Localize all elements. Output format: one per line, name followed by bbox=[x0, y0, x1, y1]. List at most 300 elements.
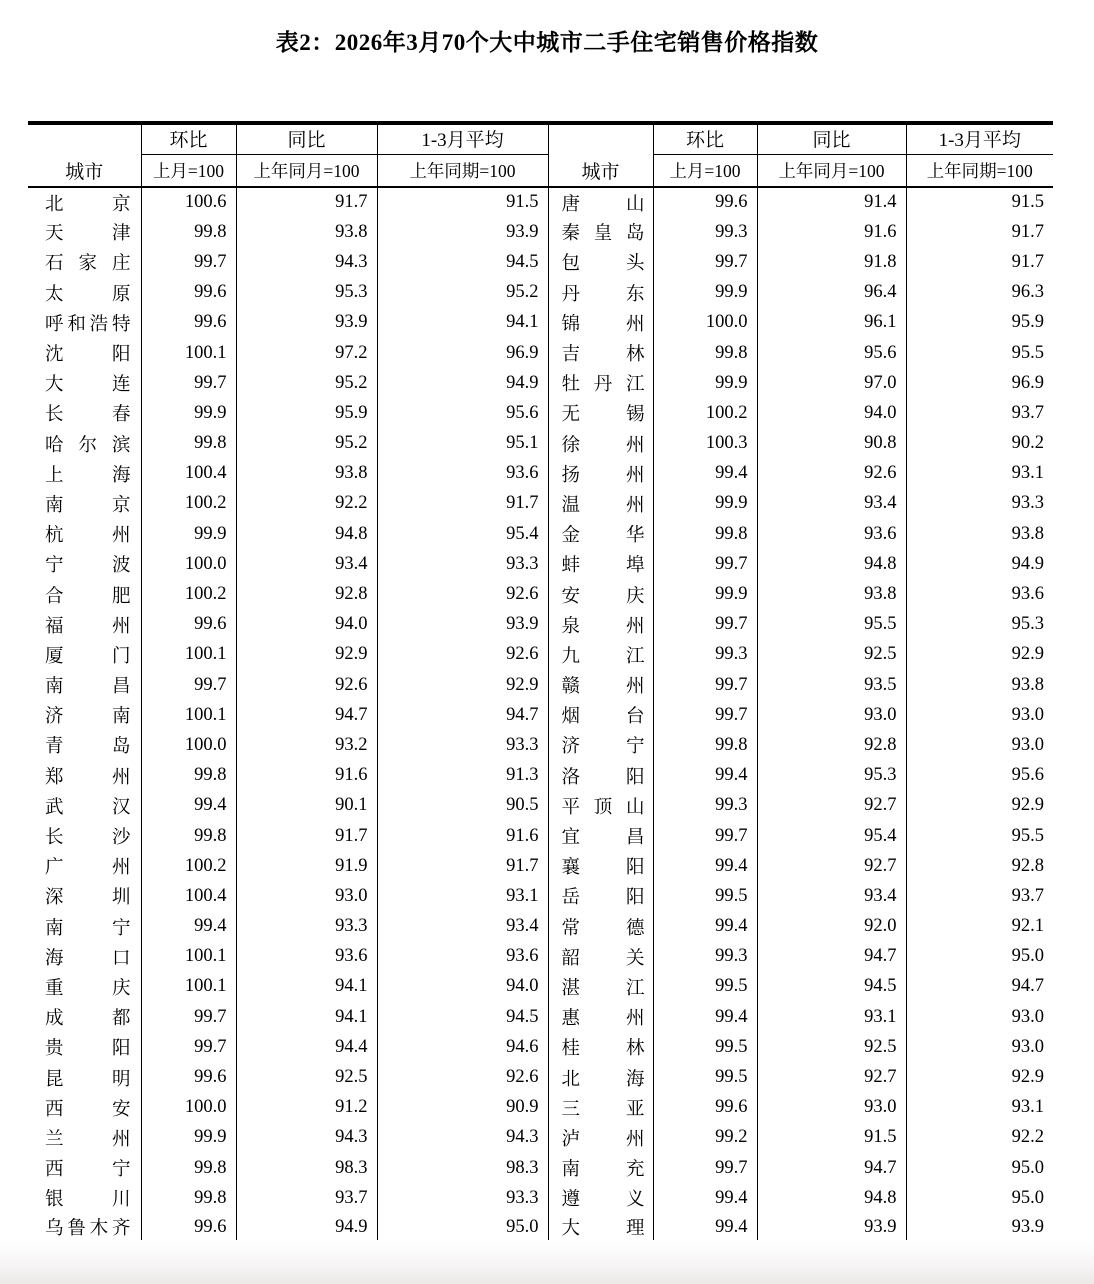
yoy-index: 93.7 bbox=[236, 1183, 377, 1213]
mom-index: 99.9 bbox=[653, 489, 757, 519]
mom-index: 99.8 bbox=[141, 1153, 236, 1183]
table-row bbox=[28, 187, 1053, 217]
city-name: 石 家 庄 bbox=[45, 254, 131, 275]
city-name: 平 顶 山 bbox=[548, 791, 653, 821]
city-name: 九 江 bbox=[548, 640, 653, 670]
table-row bbox=[28, 700, 1053, 730]
yoy-index: 95.2 bbox=[236, 368, 377, 398]
avg-index: 93.9 bbox=[906, 1213, 1053, 1243]
table-row bbox=[28, 579, 1053, 609]
avg-index: 95.3 bbox=[906, 610, 1053, 640]
avg-index: 91.3 bbox=[377, 761, 548, 791]
city-name: 丹 东 bbox=[548, 278, 653, 308]
city-name: 杭 州 bbox=[45, 526, 131, 547]
yoy-index: 92.7 bbox=[757, 791, 906, 821]
city-name: 沈 阳 bbox=[45, 345, 131, 366]
yoy-index: 93.8 bbox=[236, 459, 377, 489]
avg-index: 93.6 bbox=[906, 579, 1053, 609]
yoy-index: 94.0 bbox=[757, 398, 906, 428]
city-name: 广 州 bbox=[45, 858, 131, 879]
mom-index: 99.6 bbox=[141, 1213, 236, 1243]
header-row-base bbox=[28, 155, 1053, 188]
mom-index: 99.3 bbox=[653, 217, 757, 247]
mom-index: 99.8 bbox=[653, 338, 757, 368]
page-bottom-shade bbox=[0, 1240, 1094, 1284]
avg-index: 93.4 bbox=[377, 912, 548, 942]
mom-index: 99.3 bbox=[653, 791, 757, 821]
city-name: 福 州 bbox=[45, 616, 131, 637]
table-row bbox=[28, 278, 1053, 308]
city-name: 银 川 bbox=[45, 1190, 131, 1211]
table-row bbox=[28, 791, 1053, 821]
table-row bbox=[28, 972, 1053, 1002]
yoy-index: 94.9 bbox=[236, 1213, 377, 1243]
table-row bbox=[28, 730, 1053, 760]
avg-index: 94.3 bbox=[377, 1123, 548, 1153]
avg-index: 95.0 bbox=[906, 1183, 1053, 1213]
mom-index: 100.1 bbox=[141, 942, 236, 972]
avg-index: 91.7 bbox=[377, 489, 548, 519]
yoy-index: 94.0 bbox=[236, 610, 377, 640]
mom-index: 99.8 bbox=[141, 761, 236, 791]
yoy-index: 92.5 bbox=[236, 1062, 377, 1092]
avg-index: 93.7 bbox=[906, 398, 1053, 428]
city-name: 岳 阳 bbox=[548, 881, 653, 911]
city-name: 安 庆 bbox=[548, 579, 653, 609]
yoy-index: 94.1 bbox=[236, 1002, 377, 1032]
yoy-index: 94.3 bbox=[236, 1123, 377, 1153]
yoy-index: 93.4 bbox=[757, 881, 906, 911]
avg-index: 95.4 bbox=[377, 519, 548, 549]
yoy-index: 91.6 bbox=[757, 217, 906, 247]
city-name: 南 昌 bbox=[45, 677, 131, 698]
yoy-index: 92.5 bbox=[757, 640, 906, 670]
yoy-index: 90.1 bbox=[236, 791, 377, 821]
mom-index: 100.2 bbox=[141, 851, 236, 881]
table-row bbox=[28, 1002, 1053, 1032]
mom-index: 99.8 bbox=[653, 730, 757, 760]
city-name: 海 口 bbox=[45, 948, 131, 969]
table-row bbox=[28, 851, 1053, 881]
mom-index: 99.5 bbox=[653, 1062, 757, 1092]
mom-index: 99.6 bbox=[653, 187, 757, 217]
avg-index: 92.6 bbox=[377, 579, 548, 609]
table-row bbox=[28, 338, 1053, 368]
yoy-index: 91.9 bbox=[236, 851, 377, 881]
avg-index: 95.5 bbox=[906, 338, 1053, 368]
yoy-index: 93.1 bbox=[757, 1002, 906, 1032]
avg-index: 91.5 bbox=[906, 187, 1053, 217]
yoy-index: 91.5 bbox=[757, 1123, 906, 1153]
mom-index: 99.7 bbox=[141, 1002, 236, 1032]
yoy-index: 93.8 bbox=[757, 579, 906, 609]
avg-index: 91.6 bbox=[377, 821, 548, 851]
city-name: 宁 波 bbox=[45, 556, 131, 577]
yoy-index: 92.8 bbox=[236, 579, 377, 609]
header-avg-left: 1-3月平均 bbox=[377, 123, 548, 155]
yoy-index: 92.6 bbox=[757, 459, 906, 489]
table-row bbox=[28, 429, 1053, 459]
mom-index: 100.2 bbox=[141, 489, 236, 519]
city-name: 合 肥 bbox=[45, 586, 131, 607]
avg-index: 93.9 bbox=[377, 217, 548, 247]
table-row bbox=[28, 368, 1053, 398]
mom-index: 99.7 bbox=[653, 610, 757, 640]
avg-index: 93.3 bbox=[377, 549, 548, 579]
yoy-index: 93.0 bbox=[757, 700, 906, 730]
city-name: 金 华 bbox=[548, 519, 653, 549]
city-name: 温 州 bbox=[548, 489, 653, 519]
yoy-index: 92.5 bbox=[757, 1032, 906, 1062]
city-name: 遵 义 bbox=[548, 1183, 653, 1213]
mom-index: 100.1 bbox=[141, 338, 236, 368]
avg-index: 98.3 bbox=[377, 1153, 548, 1183]
mom-index: 100.2 bbox=[141, 579, 236, 609]
mom-index: 100.0 bbox=[141, 730, 236, 760]
header-row-main bbox=[28, 123, 1053, 155]
yoy-index: 93.8 bbox=[236, 217, 377, 247]
city-name: 北 海 bbox=[548, 1062, 653, 1092]
mom-index: 99.4 bbox=[141, 791, 236, 821]
yoy-index: 92.2 bbox=[236, 489, 377, 519]
city-name: 包 头 bbox=[548, 247, 653, 277]
city-name: 洛 阳 bbox=[548, 761, 653, 791]
yoy-index: 94.4 bbox=[236, 1032, 377, 1062]
header-yoy-base-left: 上年同月=100 bbox=[236, 155, 377, 188]
city-name: 上 海 bbox=[45, 465, 131, 486]
mom-index: 99.4 bbox=[653, 761, 757, 791]
header-city-right: 城市 bbox=[548, 123, 653, 187]
table-row bbox=[28, 519, 1053, 549]
avg-index: 93.3 bbox=[377, 730, 548, 760]
table-row bbox=[28, 942, 1053, 972]
yoy-index: 93.4 bbox=[757, 489, 906, 519]
city-name: 长 春 bbox=[45, 405, 131, 426]
city-name: 宜 昌 bbox=[548, 821, 653, 851]
mom-index: 99.4 bbox=[653, 1213, 757, 1243]
avg-index: 95.6 bbox=[377, 398, 548, 428]
yoy-index: 94.7 bbox=[236, 700, 377, 730]
mom-index: 99.3 bbox=[653, 942, 757, 972]
yoy-index: 95.2 bbox=[236, 429, 377, 459]
city-name: 南 京 bbox=[45, 495, 131, 516]
yoy-index: 94.3 bbox=[236, 247, 377, 277]
city-name: 赣 州 bbox=[548, 670, 653, 700]
yoy-index: 94.7 bbox=[757, 942, 906, 972]
yoy-index: 91.4 bbox=[757, 187, 906, 217]
mom-index: 99.9 bbox=[653, 579, 757, 609]
yoy-index: 91.7 bbox=[236, 821, 377, 851]
avg-index: 95.6 bbox=[906, 761, 1053, 791]
yoy-index: 97.2 bbox=[236, 338, 377, 368]
avg-index: 93.6 bbox=[377, 459, 548, 489]
city-name: 吉 林 bbox=[548, 338, 653, 368]
yoy-index: 92.0 bbox=[757, 912, 906, 942]
avg-index: 91.7 bbox=[906, 217, 1053, 247]
header-mom-right: 环比 bbox=[653, 123, 757, 155]
mom-index: 100.2 bbox=[653, 398, 757, 428]
yoy-index: 91.6 bbox=[236, 761, 377, 791]
city-name: 徐 州 bbox=[548, 429, 653, 459]
city-name: 扬 州 bbox=[548, 459, 653, 489]
city-name: 长 沙 bbox=[45, 828, 131, 849]
city-name: 厦 门 bbox=[45, 646, 131, 667]
yoy-index: 93.4 bbox=[236, 549, 377, 579]
yoy-index: 92.9 bbox=[236, 640, 377, 670]
mom-index: 99.4 bbox=[653, 459, 757, 489]
yoy-index: 93.9 bbox=[757, 1213, 906, 1243]
avg-index: 92.9 bbox=[906, 640, 1053, 670]
mom-index: 99.8 bbox=[141, 821, 236, 851]
mom-index: 99.4 bbox=[141, 912, 236, 942]
yoy-index: 95.6 bbox=[757, 338, 906, 368]
avg-index: 94.9 bbox=[377, 368, 548, 398]
mom-index: 99.7 bbox=[141, 368, 236, 398]
mom-index: 99.8 bbox=[141, 429, 236, 459]
yoy-index: 93.6 bbox=[757, 519, 906, 549]
city-name: 昆 明 bbox=[45, 1069, 131, 1090]
table-row bbox=[28, 761, 1053, 791]
avg-index: 92.2 bbox=[906, 1123, 1053, 1153]
mom-index: 99.7 bbox=[653, 670, 757, 700]
header-avg-right: 1-3月平均 bbox=[906, 123, 1053, 155]
avg-index: 94.0 bbox=[377, 972, 548, 1002]
yoy-index: 92.7 bbox=[757, 851, 906, 881]
mom-index: 100.4 bbox=[141, 459, 236, 489]
mom-index: 99.4 bbox=[653, 912, 757, 942]
city-name: 唐 山 bbox=[548, 187, 653, 217]
mom-index: 100.3 bbox=[653, 429, 757, 459]
avg-index: 93.0 bbox=[906, 1002, 1053, 1032]
avg-index: 94.1 bbox=[377, 308, 548, 338]
yoy-index: 95.3 bbox=[236, 278, 377, 308]
avg-index: 93.0 bbox=[906, 730, 1053, 760]
city-name: 天 津 bbox=[45, 224, 131, 245]
table-row bbox=[28, 489, 1053, 519]
yoy-index: 91.7 bbox=[236, 187, 377, 217]
avg-index: 94.6 bbox=[377, 1032, 548, 1062]
table-row bbox=[28, 821, 1053, 851]
mom-index: 100.0 bbox=[141, 549, 236, 579]
city-name: 乌 鲁 木 齐 bbox=[45, 1219, 131, 1240]
yoy-index: 98.3 bbox=[236, 1153, 377, 1183]
avg-index: 90.5 bbox=[377, 791, 548, 821]
avg-index: 92.6 bbox=[377, 640, 548, 670]
avg-index: 92.9 bbox=[906, 791, 1053, 821]
table-row bbox=[28, 670, 1053, 700]
table-row bbox=[28, 1062, 1053, 1092]
yoy-index: 95.3 bbox=[757, 761, 906, 791]
mom-index: 99.7 bbox=[653, 821, 757, 851]
avg-index: 93.3 bbox=[377, 1183, 548, 1213]
header-mom-left: 环比 bbox=[141, 123, 236, 155]
avg-index: 93.1 bbox=[906, 459, 1053, 489]
yoy-index: 94.1 bbox=[236, 972, 377, 1002]
avg-index: 93.8 bbox=[906, 519, 1053, 549]
yoy-index: 96.4 bbox=[757, 278, 906, 308]
yoy-index: 97.0 bbox=[757, 368, 906, 398]
mom-index: 100.6 bbox=[141, 187, 236, 217]
mom-index: 99.9 bbox=[653, 278, 757, 308]
avg-index: 95.1 bbox=[377, 429, 548, 459]
table-body bbox=[28, 187, 1053, 1244]
table-row bbox=[28, 610, 1053, 640]
mom-index: 99.8 bbox=[141, 217, 236, 247]
city-name: 惠 州 bbox=[548, 1002, 653, 1032]
avg-index: 93.7 bbox=[906, 881, 1053, 911]
avg-index: 95.9 bbox=[906, 308, 1053, 338]
yoy-index: 95.4 bbox=[757, 821, 906, 851]
city-name: 秦 皇 岛 bbox=[548, 217, 653, 247]
city-name: 青 岛 bbox=[45, 737, 131, 758]
city-name: 泉 州 bbox=[548, 610, 653, 640]
table-row bbox=[28, 549, 1053, 579]
table-row bbox=[28, 1183, 1053, 1213]
mom-index: 99.9 bbox=[141, 1123, 236, 1153]
yoy-index: 95.5 bbox=[757, 610, 906, 640]
mom-index: 100.1 bbox=[141, 640, 236, 670]
avg-index: 90.2 bbox=[906, 429, 1053, 459]
mom-index: 99.6 bbox=[653, 1093, 757, 1123]
city-name: 深 圳 bbox=[45, 888, 131, 909]
avg-index: 95.0 bbox=[906, 1153, 1053, 1183]
avg-index: 92.8 bbox=[906, 851, 1053, 881]
avg-index: 92.9 bbox=[906, 1062, 1053, 1092]
mom-index: 99.7 bbox=[653, 247, 757, 277]
city-name: 南 充 bbox=[548, 1153, 653, 1183]
city-name: 泸 州 bbox=[548, 1123, 653, 1153]
yoy-index: 92.7 bbox=[757, 1062, 906, 1092]
mom-index: 99.6 bbox=[141, 308, 236, 338]
mom-index: 100.0 bbox=[141, 1093, 236, 1123]
city-name: 三 亚 bbox=[548, 1093, 653, 1123]
avg-index: 95.5 bbox=[906, 821, 1053, 851]
mom-index: 99.4 bbox=[653, 1183, 757, 1213]
city-name: 武 汉 bbox=[45, 797, 131, 818]
city-name: 南 宁 bbox=[45, 918, 131, 939]
city-name: 郑 州 bbox=[45, 767, 131, 788]
header-yoy-right: 同比 bbox=[757, 123, 906, 155]
city-name: 北 京 bbox=[45, 194, 131, 215]
yoy-index: 93.0 bbox=[236, 881, 377, 911]
mom-index: 99.3 bbox=[653, 640, 757, 670]
avg-index: 93.8 bbox=[906, 670, 1053, 700]
header-city-left: 城市 bbox=[28, 123, 141, 187]
city-name: 韶 关 bbox=[548, 942, 653, 972]
mom-index: 99.6 bbox=[141, 278, 236, 308]
mom-index: 99.4 bbox=[653, 851, 757, 881]
city-name: 济 宁 bbox=[548, 730, 653, 760]
city-name: 常 德 bbox=[548, 912, 653, 942]
table-row bbox=[28, 217, 1053, 247]
avg-index: 93.6 bbox=[377, 942, 548, 972]
yoy-index: 93.5 bbox=[757, 670, 906, 700]
city-name: 桂 林 bbox=[548, 1032, 653, 1062]
city-name: 兰 州 bbox=[45, 1129, 131, 1150]
city-name: 西 安 bbox=[45, 1099, 131, 1120]
yoy-index: 92.8 bbox=[757, 730, 906, 760]
mom-index: 99.7 bbox=[653, 700, 757, 730]
yoy-index: 92.6 bbox=[236, 670, 377, 700]
table-row bbox=[28, 1093, 1053, 1123]
avg-index: 95.0 bbox=[377, 1213, 548, 1243]
avg-index: 94.7 bbox=[377, 700, 548, 730]
yoy-index: 93.6 bbox=[236, 942, 377, 972]
avg-index: 93.3 bbox=[906, 489, 1053, 519]
avg-index: 93.1 bbox=[377, 881, 548, 911]
city-name: 大 连 bbox=[45, 375, 131, 396]
yoy-index: 91.8 bbox=[757, 247, 906, 277]
yoy-index: 93.9 bbox=[236, 308, 377, 338]
mom-index: 99.7 bbox=[141, 670, 236, 700]
table-row bbox=[28, 912, 1053, 942]
page-title: 表2：2026年3月70个大中城市二手住宅销售价格指数 bbox=[275, 30, 819, 55]
city-name: 呼 和 浩 特 bbox=[45, 314, 131, 335]
mom-index: 99.5 bbox=[653, 881, 757, 911]
avg-index: 91.5 bbox=[377, 187, 548, 217]
avg-index: 94.7 bbox=[906, 972, 1053, 1002]
header-avg-base-left: 上年同期=100 bbox=[377, 155, 548, 188]
table-row bbox=[28, 1123, 1053, 1153]
yoy-index: 95.9 bbox=[236, 398, 377, 428]
yoy-index: 96.1 bbox=[757, 308, 906, 338]
mom-index: 100.4 bbox=[141, 881, 236, 911]
mom-index: 99.7 bbox=[141, 247, 236, 277]
yoy-index: 94.5 bbox=[757, 972, 906, 1002]
mom-index: 99.5 bbox=[653, 972, 757, 1002]
table-row bbox=[28, 398, 1053, 428]
mom-index: 99.7 bbox=[653, 549, 757, 579]
header-avg-base-right: 上年同期=100 bbox=[906, 155, 1053, 188]
table-row bbox=[28, 459, 1053, 489]
avg-index: 93.9 bbox=[377, 610, 548, 640]
header-yoy-base-right: 上年同月=100 bbox=[757, 155, 906, 188]
avg-index: 96.9 bbox=[906, 368, 1053, 398]
yoy-index: 94.7 bbox=[757, 1153, 906, 1183]
header-mom-base-right: 上月=100 bbox=[653, 155, 757, 188]
mom-index: 99.8 bbox=[653, 519, 757, 549]
mom-index: 99.2 bbox=[653, 1123, 757, 1153]
city-name: 贵 阳 bbox=[45, 1039, 131, 1060]
yoy-index: 90.8 bbox=[757, 429, 906, 459]
table-header bbox=[28, 123, 1053, 187]
mom-index: 99.6 bbox=[141, 1062, 236, 1092]
table-row bbox=[28, 308, 1053, 338]
mom-index: 99.8 bbox=[141, 1183, 236, 1213]
city-name: 无 锡 bbox=[548, 398, 653, 428]
avg-index: 92.6 bbox=[377, 1062, 548, 1092]
yoy-index: 94.8 bbox=[757, 549, 906, 579]
avg-index: 94.9 bbox=[906, 549, 1053, 579]
city-name: 济 南 bbox=[45, 707, 131, 728]
mom-index: 99.7 bbox=[141, 1032, 236, 1062]
mom-index: 99.9 bbox=[653, 368, 757, 398]
yoy-index: 94.8 bbox=[757, 1183, 906, 1213]
yoy-index: 93.2 bbox=[236, 730, 377, 760]
table-row bbox=[28, 640, 1053, 670]
city-name: 重 庆 bbox=[45, 978, 131, 999]
city-name: 牡 丹 江 bbox=[548, 368, 653, 398]
table-row bbox=[28, 247, 1053, 277]
avg-index: 92.1 bbox=[906, 912, 1053, 942]
avg-index: 95.0 bbox=[906, 942, 1053, 972]
avg-index: 90.9 bbox=[377, 1093, 548, 1123]
table-row bbox=[28, 1032, 1053, 1062]
avg-index: 92.9 bbox=[377, 670, 548, 700]
mom-index: 100.1 bbox=[141, 700, 236, 730]
avg-index: 93.0 bbox=[906, 1032, 1053, 1062]
mom-index: 99.9 bbox=[141, 398, 236, 428]
